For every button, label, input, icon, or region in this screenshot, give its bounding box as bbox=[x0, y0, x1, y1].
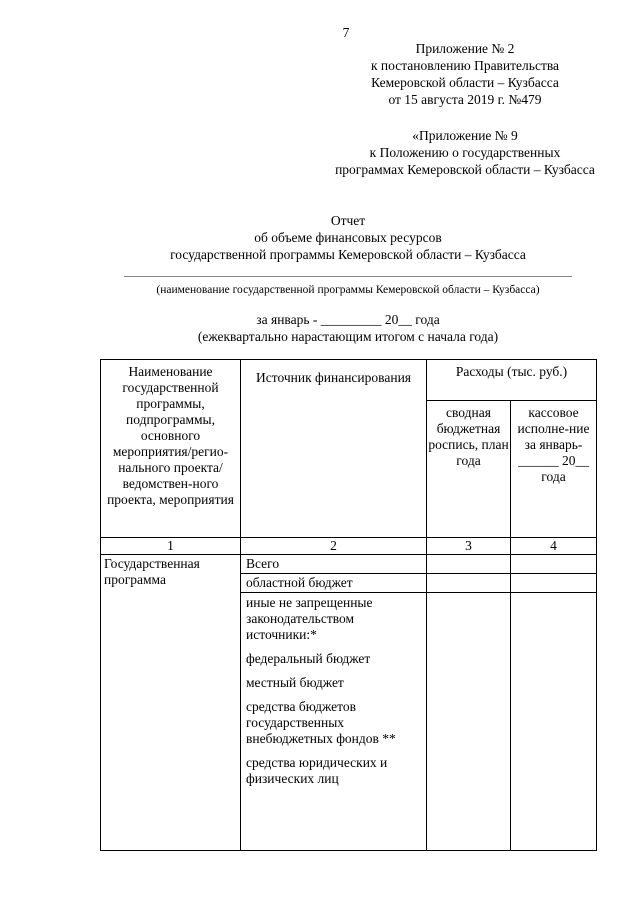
title-line: об объеме финансовых ресурсов bbox=[254, 230, 442, 245]
annex-line: «Приложение № 9 bbox=[412, 128, 518, 143]
annex-line: Кемеровской области – Кузбасса bbox=[371, 75, 559, 90]
source-offbudget-funds: средства бюджетов государственных внебюджетных фондов ** bbox=[246, 699, 396, 746]
execution-cell bbox=[511, 593, 597, 851]
source-total: Всего bbox=[241, 555, 427, 574]
annex-line: программах Кемеровской области – Кузбасса bbox=[335, 162, 595, 177]
annex-line: к постановлению Правительства bbox=[370, 58, 560, 73]
column-number: 2 bbox=[241, 538, 427, 555]
annex-line: от 15 августа 2019 г. №479 bbox=[388, 92, 542, 107]
report-table bbox=[100, 359, 597, 851]
annex-line: к Положению о государственных bbox=[369, 145, 561, 160]
header-expenses: Расходы (тыс. руб.) bbox=[427, 360, 597, 401]
column-number: 4 bbox=[511, 538, 597, 555]
program-name-cell: Государственная программа bbox=[101, 555, 241, 851]
header-program-name: Наименование государственной программы, подпрограммы, основного мероприятия/регио-нального проекта/ведомствен-ного проекта, мероприятия bbox=[101, 360, 241, 538]
execution-cell bbox=[511, 574, 597, 593]
source-legal-entities: средства юридических и физических лиц bbox=[246, 755, 388, 786]
table-header-row bbox=[101, 360, 597, 401]
header-cash-execution: кассовое исполне-ние за январь- ______ 20__ года bbox=[511, 401, 597, 538]
column-numbers-row bbox=[101, 538, 597, 555]
annex-header bbox=[300, 40, 630, 108]
header-budget-plan: сводная бюджетная роспись, план года bbox=[427, 401, 511, 538]
period-line: за январь - _________ 20__ года bbox=[256, 312, 440, 327]
execution-cell bbox=[511, 555, 597, 574]
column-number: 3 bbox=[427, 538, 511, 555]
title-line: государственной программы Кемеровской области – Кузбасса bbox=[170, 247, 526, 262]
source-federal-budget: федеральный бюджет bbox=[246, 651, 371, 666]
table-row bbox=[101, 555, 597, 574]
other-sources-cell bbox=[241, 593, 427, 851]
title-line: Отчет bbox=[330, 213, 366, 228]
source-regional-budget: областной бюджет bbox=[241, 574, 427, 593]
program-name-line bbox=[124, 276, 572, 277]
period-note: (ежеквартально нарастающим итогом с начала года) bbox=[197, 329, 499, 344]
report-title bbox=[100, 212, 596, 263]
source-other: иные не запрещенные законодательством источники:* bbox=[246, 595, 373, 642]
program-name-caption: (наименование государственной программы Кемеровской области – Кузбасса) bbox=[156, 284, 540, 296]
source-local-budget: местный бюджет bbox=[246, 675, 344, 690]
column-number: 1 bbox=[101, 538, 241, 555]
annex-line: Приложение № 2 bbox=[415, 41, 515, 56]
annex-subheader bbox=[300, 127, 630, 178]
report-period bbox=[100, 311, 596, 345]
plan-cell bbox=[427, 555, 511, 574]
plan-cell bbox=[427, 593, 511, 851]
page-number: 7 bbox=[342, 25, 350, 40]
plan-cell bbox=[427, 574, 511, 593]
header-funding-source: Источник финансирования bbox=[241, 360, 427, 538]
